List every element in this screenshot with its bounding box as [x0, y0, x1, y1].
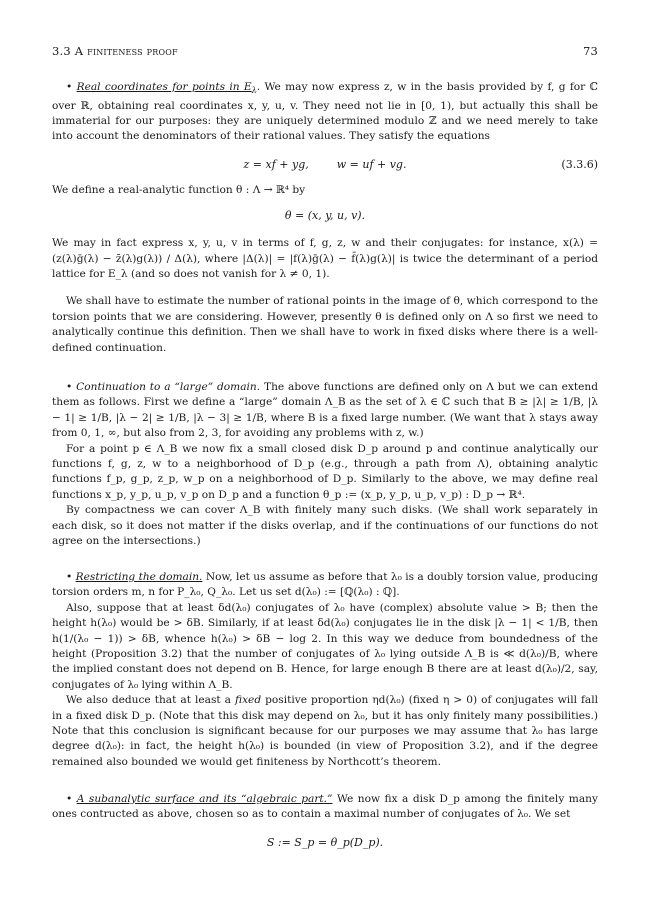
section-continuation — [52, 380, 598, 549]
running-header — [52, 44, 598, 60]
bullet: • — [66, 81, 73, 93]
paragraph-text: The above functions are defined only on Λ but we can extend them as follows. First we define a “large” domain Λ_B as the set of λ ∈ ℂ such that B ≥ |λ| ≥ 1/B, |λ − 1| ≥ 1/B, |λ − 2| ≥ 1/B, |λ − 3| ≥ 1/B, where B is a fixed large number. (We want that λ stays away from 0, 1, ∞, but also from 2, 3, for avoiding any problems with z, w.) — [52, 381, 599, 440]
section-real-coordinates — [52, 80, 598, 356]
equation-number: (3.3.6) — [561, 157, 598, 171]
paragraph: We also deduce that at least a fixed positive proportion ηd(λ₀) (fixed η > 0) of conjugates will fall in a fixed disk D_p. (Note that this disk may depend on λ₀, but it has only finitely many possibilities.) Note that this conclusion is significant because for our purposes we may assume that λ₀ has large degree d(λ₀): in fact, the height h(λ₀) is bounded (in view of Proposition 3.2), and if the degree remained also bounded we would get finiteness by Northcott’s theorem. — [52, 694, 599, 768]
paragraph: We shall have to estimate the number of rational points in the image of θ, which correspond to the torsion points that we are considering. However, presently θ is defined only on Λ so first we need to analytically continue this definition. Then we shall have to work in fixed disks where there is a well-defined continuation. — [52, 295, 598, 354]
equation: S := S_p = θ_p(D_p). — [266, 835, 384, 849]
paragraph: • Real coordinates for points in $E_\lambda$. We may now express z, w in the basis provided by f, g for ℂ over ℝ, obtaining real coordinates x, y, u, v. They need not lie in [0, 1), but actually this shall be immaterial for our purposes: they are uniquely determined modulo ℤ and we need merely to take into account the denominators of their rational values. They satisfy the equations — [52, 81, 598, 143]
paragraph: We define a real-analytic function θ : Λ → ℝ⁴ by — [52, 183, 306, 196]
equation: z = xf + yg, w = uf + vg. — [243, 157, 407, 171]
paragraph: By compactness we can cover Λ_B with finitely many such disks. (We shall work separately in each disk, so it does not matter if the disks overlap, and if the continuations of our functions do not agree on the intersections.) — [52, 504, 598, 548]
paragraph: We may in fact express x, y, u, v in terms of f, g, z, w and their conjugates: for instance, x(λ) = (z(λ)ḡ(λ) − z̄(λ)g(λ)) / Δ(λ), where |Δ(λ)| = |f(λ)ḡ(λ) − f̄(λ)g(λ)| is twice the determinant of a period lattice for E_λ (and so does not vanish for λ ≠ 0, 1). — [52, 237, 598, 280]
equation-theta — [52, 208, 598, 224]
paragraph — [52, 570, 598, 601]
section-heading: Real coordinates for points in $E_\lambda$ — [76, 81, 257, 96]
section-heading: Restricting the domain. — [75, 571, 203, 583]
section-subanalytic-surface — [52, 792, 598, 851]
bullet: • — [66, 793, 73, 805]
paragraph: Also, suppose that at least δd(λ₀) conjugates of λ₀ have (complex) absolute value > B; then the height h(λ₀) would be > δB. Similarly, if at least δd(λ₀) conjugates lie in the disk |λ − 1| < 1/B, then h(1/(λ₀ − 1)) > δB, whence h(λ₀) > δB − log 2. In this way we deduce from boundedness of the height (Proposition 3.2) that the number of conjugates of λ₀ lying outside Λ_B is ≪ d(λ₀)/B, where the implied constant does not depend on B. Hence, for large enough B there are at least d(λ₀)/2, say, conjugates of λ₀ lying within Λ_B. — [52, 601, 598, 691]
page-number: 73 — [582, 44, 598, 58]
emphasis: fixed — [235, 694, 262, 707]
paragraph: For a point p ∈ Λ_B we now fix a small closed disk D_p around p and continue analytically our functions f, g, z, w to a neighborhood of D_p (e.g., through a path from Λ), obtaining analytic functions f_p, g_p, z_p, w_p on a neighborhood of D_p. Similarly to the above, we may define real functions x_p, y_p, u_p, v_p on D_p and a function θ_p := (x_p, y_p, u_p, v_p) : D_p → ℝ⁴. — [52, 442, 598, 501]
paragraph-text: We may now express z, w in the basis provided by f, g for ℂ over ℝ, obtaining real coordinates x, y, u, v. They need not lie in [0, 1), but actually this shall be immaterial for our purposes: they are uniquely determined modulo ℤ and we need merely to take into account the denominators of their rational values. They satisfy the equations — [52, 81, 598, 143]
equation-3-3-6 — [52, 157, 598, 173]
bullet: • — [66, 571, 73, 583]
paragraph — [52, 792, 598, 823]
equation: θ = (x, y, u, v). — [284, 209, 366, 223]
paragraph-text: We now fix a disk D_p among the finitely many ones contructed as above, chosen so as to contain a maximal number of conjugates of λ₀. We set — [52, 793, 598, 821]
bullet: • — [66, 381, 73, 393]
equation-S — [52, 835, 598, 851]
paragraph — [52, 380, 598, 442]
section-heading: Continuation to a “large” domain. — [76, 381, 261, 393]
paragraph-text: Now, let us assume as before that λ₀ is a doubly torsion value, producing torsion orders m, n for P_λ₀, Q_λ₀. Let us set d(λ₀) := [ℚ(λ₀) : ℚ]. — [52, 571, 598, 599]
section-title: 3.3 A finiteness proof — [52, 44, 178, 58]
section-restricting-domain — [52, 570, 598, 770]
section-heading: A subanalytic surface and its “algebraic part.” — [76, 793, 333, 805]
page — [52, 44, 599, 849]
